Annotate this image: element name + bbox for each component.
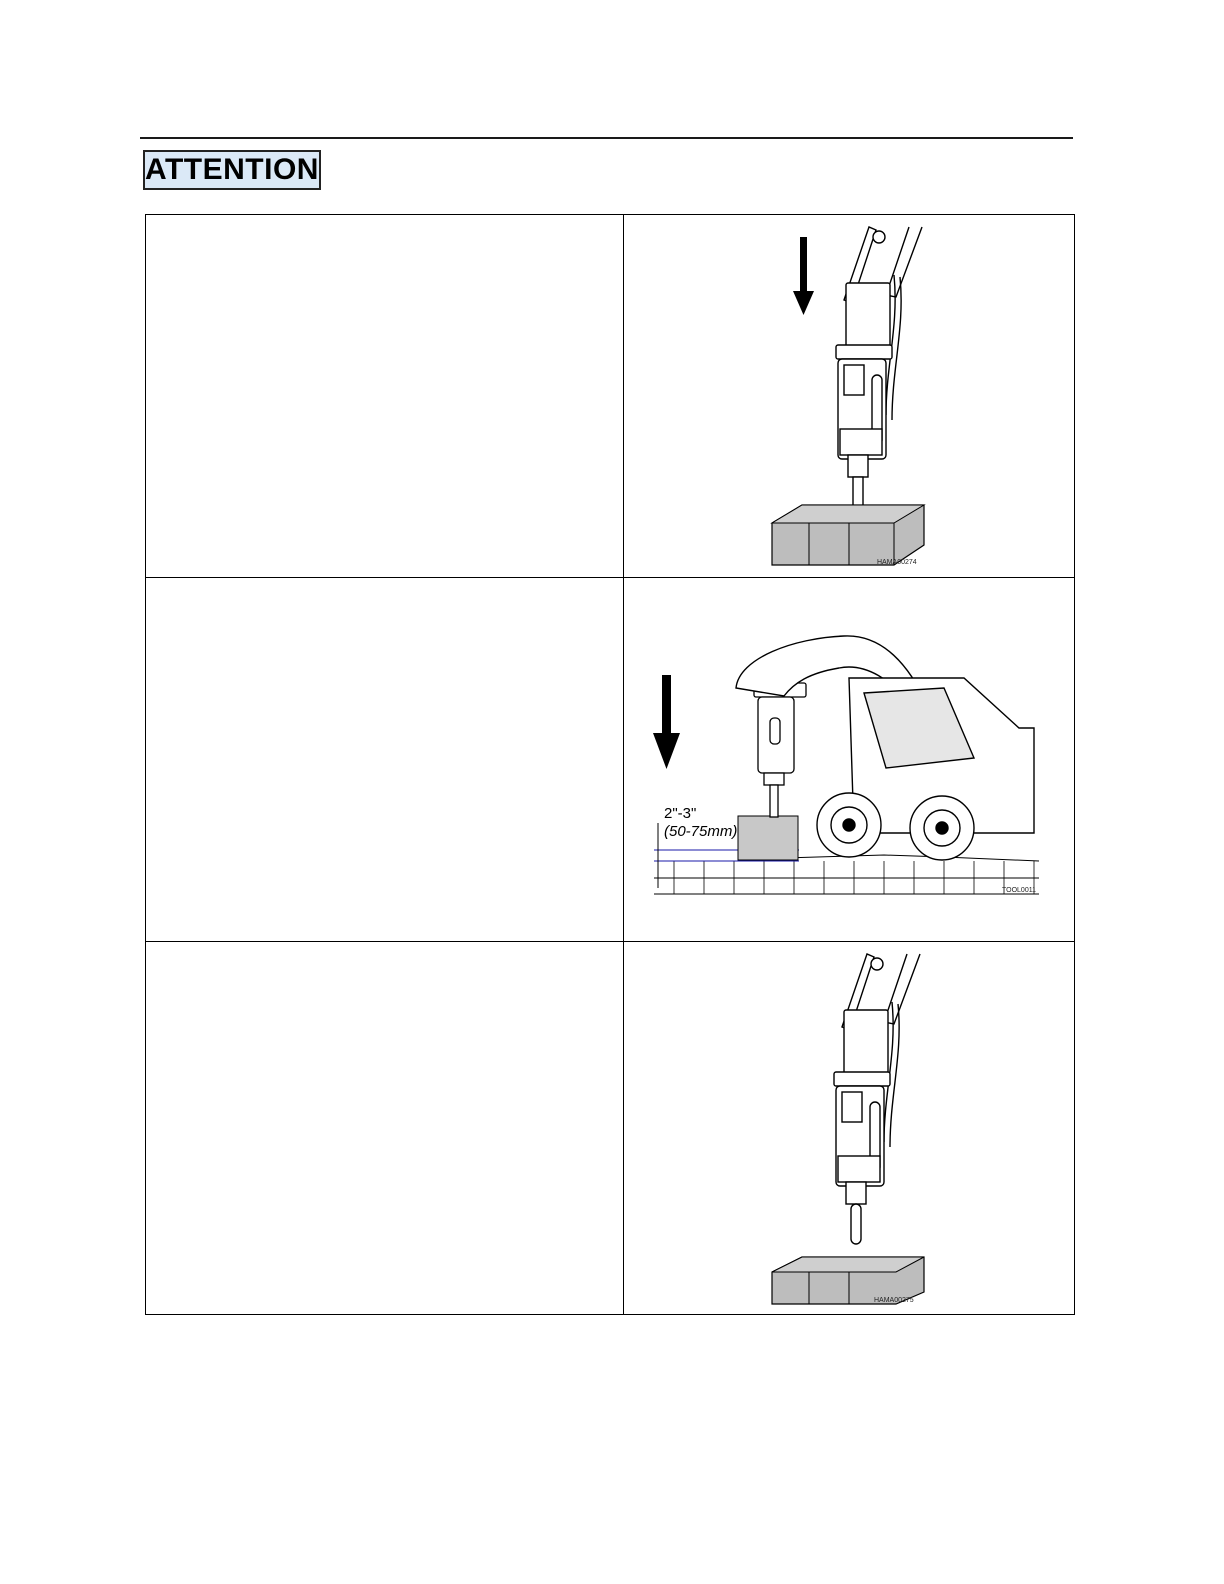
dimension-label-inches: 2"-3" bbox=[664, 805, 697, 822]
skid-steer-breaker-figure bbox=[624, 578, 1074, 941]
rock-block bbox=[738, 816, 798, 860]
instruction-table bbox=[145, 214, 1075, 1315]
down-arrow-icon bbox=[793, 237, 814, 315]
figure-label: HAMA00274 bbox=[877, 559, 917, 566]
figure-label: TOOL0011 bbox=[1002, 887, 1036, 894]
hydraulic-breaker bbox=[836, 283, 892, 517]
breaker-on-rock-figure bbox=[624, 215, 1074, 577]
instruction-text-cell bbox=[146, 215, 624, 578]
down-arrow-icon bbox=[653, 675, 680, 769]
attention-badge: ATTENTION bbox=[143, 150, 321, 190]
instruction-text-cell bbox=[146, 942, 624, 1315]
figure-cell bbox=[624, 578, 1075, 942]
figure-cell bbox=[624, 942, 1075, 1315]
dimension-label-mm: (50-75mm) bbox=[664, 823, 738, 840]
breaker-lifted-figure bbox=[624, 942, 1074, 1314]
table-row bbox=[146, 942, 1075, 1315]
table-row bbox=[146, 578, 1075, 942]
instruction-text-cell bbox=[146, 578, 624, 942]
table-row bbox=[146, 215, 1075, 578]
figure-cell bbox=[624, 215, 1075, 578]
hydraulic-breaker bbox=[834, 1010, 890, 1244]
figure-label: HAMA00275 bbox=[874, 1297, 914, 1304]
hydraulic-breaker bbox=[754, 683, 806, 817]
rock-block bbox=[772, 505, 924, 565]
header-rule bbox=[140, 137, 1073, 139]
